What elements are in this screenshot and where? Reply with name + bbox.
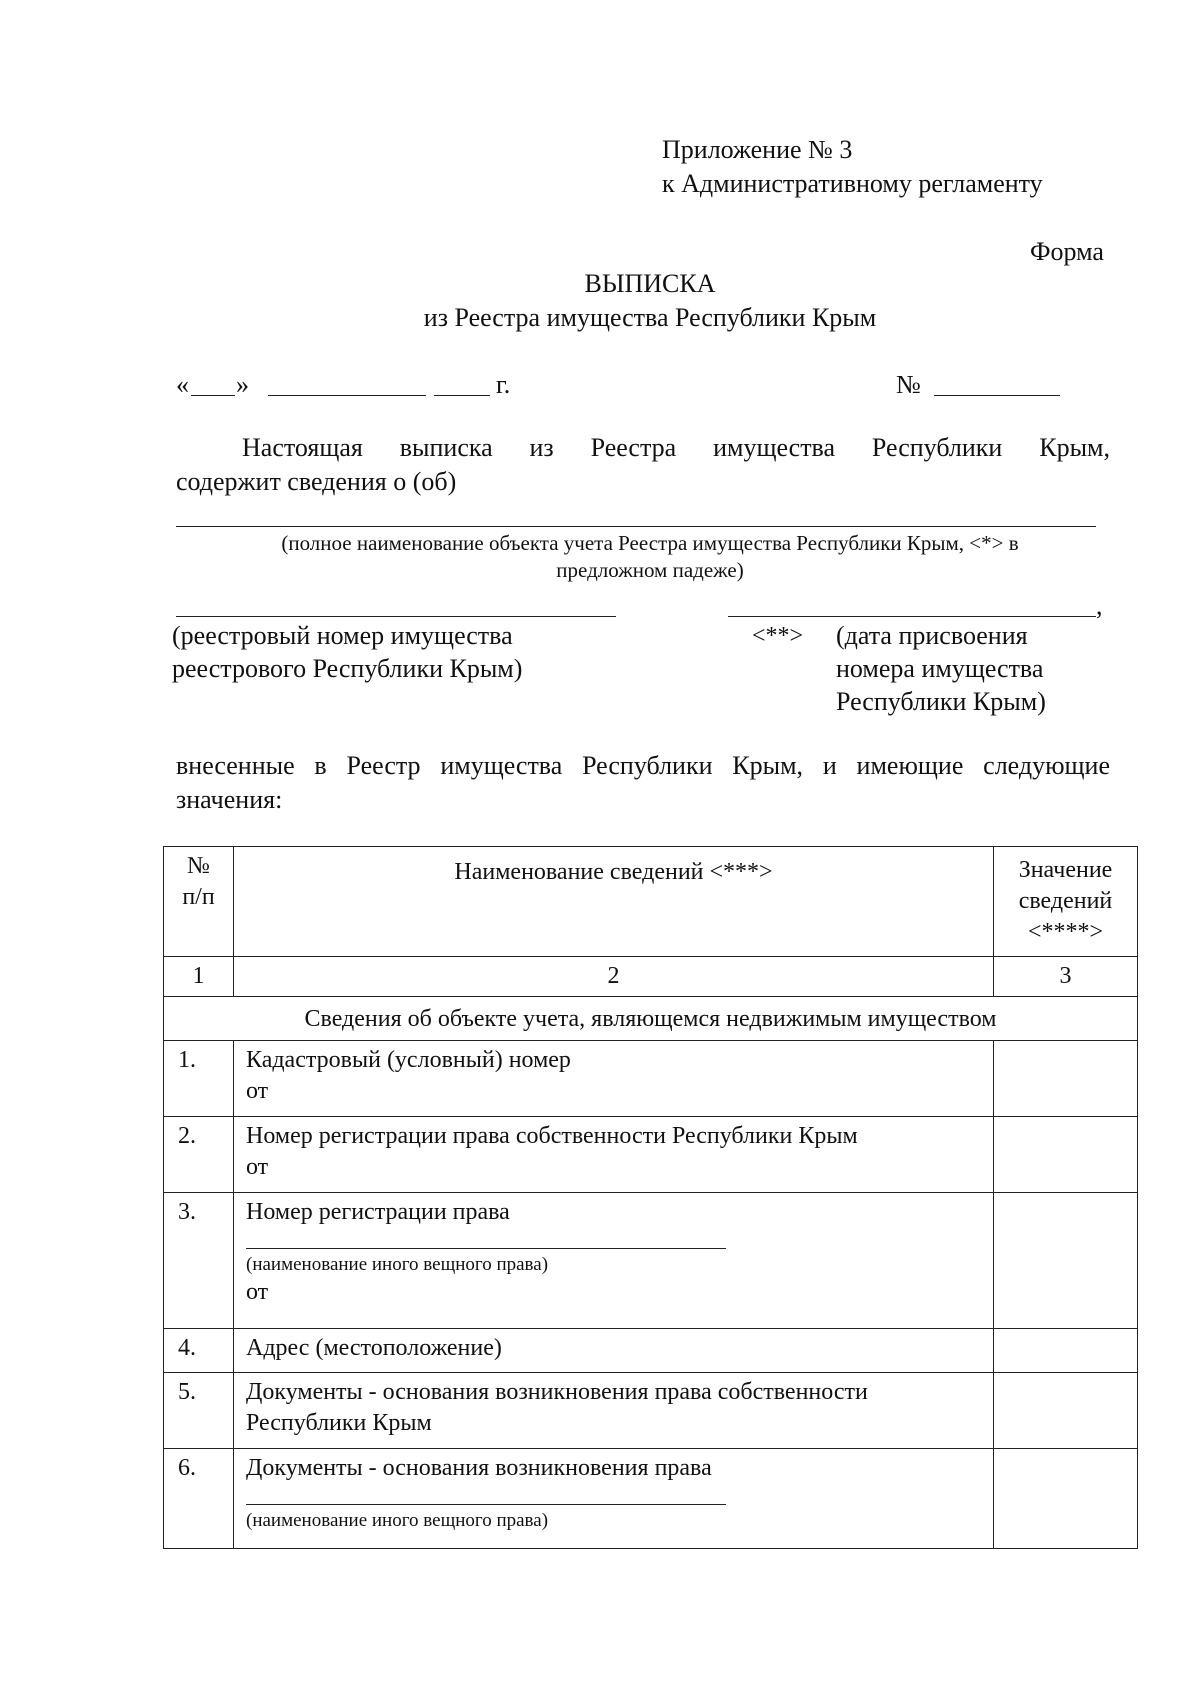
registry-date-caption-line2: номера имущества (836, 654, 1044, 683)
row-value-cell (994, 1373, 1138, 1449)
registry-number-blank-line (176, 616, 616, 617)
intro-paragraph-line1: Настоящая выписка из Реестра имущества Республики Крым, (242, 433, 1110, 462)
row-label-cell (234, 1193, 994, 1329)
header-value-cell (994, 847, 1138, 957)
header-number-cell (164, 847, 234, 957)
row-value-cell (994, 1117, 1138, 1193)
row-label: Адрес (местоположение) (246, 1335, 502, 1361)
column-number-3: 3 (994, 957, 1138, 997)
registry-number-caption-line1: (реестровый номер имущества (172, 621, 513, 650)
row-label-cell (234, 1373, 994, 1449)
row-value-cell (994, 1449, 1138, 1549)
appendix-number: Приложение № 3 (662, 135, 853, 164)
intro-paragraph-line2: содержит сведения о (об) (176, 467, 457, 496)
row-label: Номер регистрации права (246, 1199, 510, 1225)
row-label-cell (234, 1329, 994, 1373)
year-blank-line (434, 395, 490, 396)
column-number-1: 1 (164, 957, 234, 997)
outro-line1: внесенные в Реестр имущества Республики Крым, и имеющие следующие (176, 751, 1110, 780)
row-label: Документы - основания возникновения права собственности (246, 1379, 868, 1405)
row-label-date: от (246, 1154, 269, 1180)
footnote-mark-double: <**> (752, 623, 804, 649)
row-label-date: от (246, 1078, 269, 1104)
date-close-quote: » (236, 370, 249, 399)
table-row (164, 1329, 1138, 1373)
number-sign: № (896, 370, 921, 399)
appendix-reference: к Административному регламенту (662, 169, 1043, 198)
column-number-row (164, 957, 1138, 997)
registry-comma: , (1096, 591, 1103, 620)
row-number: 3. (164, 1193, 234, 1329)
registry-date-caption-line3: Республики Крым) (836, 687, 1046, 716)
header-value-line1: Значение (1018, 857, 1113, 883)
right-name-blank-line (246, 1504, 726, 1505)
object-name-caption-line1: (полное наименование объекта учета Реестра имущества Республики Крым, <*> в (281, 531, 1019, 555)
column-number-2: 2 (234, 957, 994, 997)
header-number-line2: п/п (182, 884, 215, 910)
row-value-cell (994, 1193, 1138, 1329)
section-title-row (164, 997, 1138, 1041)
header-number-line1: № (187, 853, 210, 879)
object-name-caption-line2: предложном падеже) (556, 558, 744, 582)
row-number: 4. (164, 1329, 234, 1373)
row-label-date: от (246, 1279, 269, 1305)
right-name-blank-line (246, 1248, 726, 1249)
right-name-caption: (наименование иного вещного права) (246, 1510, 549, 1531)
table-row (164, 1117, 1138, 1193)
form-label: Форма (1030, 237, 1104, 266)
document-title: ВЫПИСКА (584, 269, 716, 298)
table-row (164, 1193, 1138, 1329)
registry-number-caption-line2: реестрового Республики Крым) (172, 654, 523, 683)
day-blank-line (191, 395, 235, 396)
header-value-line3: <****> (1027, 919, 1104, 945)
row-label: Номер регистрации права собственности Республики Крым (246, 1123, 858, 1149)
row-label: Документы - основания возникновения права (246, 1455, 712, 1481)
register-extract-table (163, 846, 1138, 1549)
outro-line2: значения: (176, 785, 283, 814)
document-subtitle: из Реестра имущества Республики Крым (423, 303, 877, 332)
date-open-quote: « (176, 370, 189, 399)
table-row (164, 1041, 1138, 1117)
row-label: Кадастровый (условный) номер (246, 1047, 571, 1073)
row-number: 6. (164, 1449, 234, 1549)
table-header-row (164, 847, 1138, 957)
row-value-cell (994, 1329, 1138, 1373)
row-label-cell (234, 1041, 994, 1117)
table-row (164, 1373, 1138, 1449)
row-number: 5. (164, 1373, 234, 1449)
registry-date-caption-line1: (дата присвоения (836, 621, 1028, 650)
header-name-cell (234, 847, 994, 957)
row-number: 1. (164, 1041, 234, 1117)
row-label-cell (234, 1117, 994, 1193)
row-value-cell (994, 1041, 1138, 1117)
number-blank-line (934, 395, 1060, 396)
row-label-continued: Республики Крым (246, 1410, 432, 1436)
month-blank-line (268, 395, 426, 396)
row-label-cell (234, 1449, 994, 1549)
header-value-line2: сведений (1018, 888, 1113, 914)
row-number: 2. (164, 1117, 234, 1193)
section-title-cell: Сведения об объекте учета, являющемся недвижимым имуществом (164, 997, 1138, 1041)
registry-date-blank-line (728, 616, 1096, 617)
object-name-blank-line (176, 526, 1096, 527)
year-suffix: г. (496, 370, 511, 399)
right-name-caption: (наименование иного вещного права) (246, 1254, 549, 1275)
table-row (164, 1449, 1138, 1549)
header-name-text: Наименование сведений <***> (454, 859, 773, 885)
